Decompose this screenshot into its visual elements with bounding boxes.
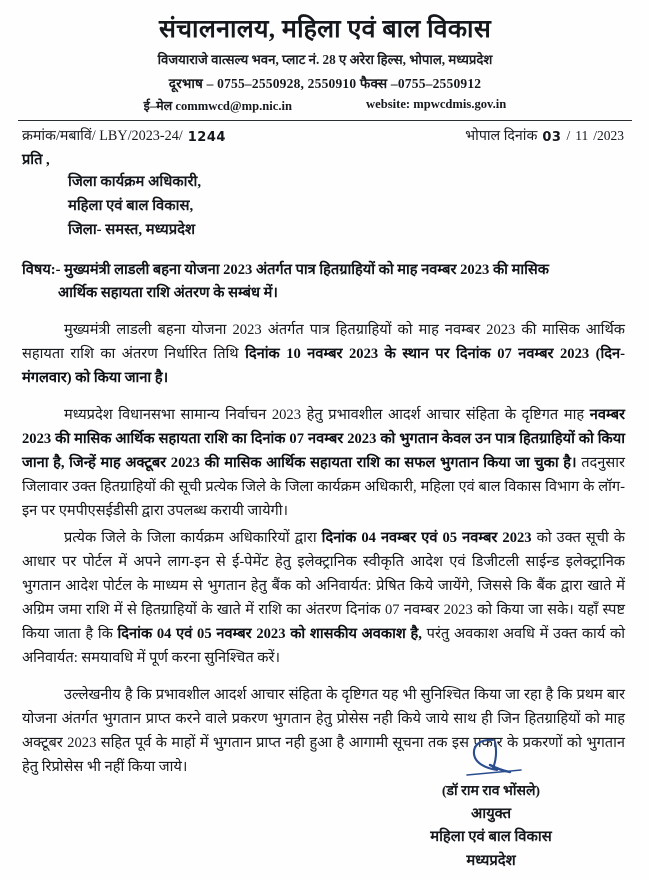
- contact-row: [0, 97, 650, 114]
- website-text: website: mpwcdmis.gov.in: [366, 96, 507, 111]
- letter-body: [0, 259, 650, 780]
- reference-row: [0, 121, 650, 145]
- organization-phone: दूरभाष – 0755–2550928, 2550910 फैक्स –0755–2550912: [168, 75, 482, 91]
- recipient-line-2: महिला एवं बाल विकास,: [68, 197, 194, 214]
- reference-number-handwritten: 1244: [187, 129, 226, 145]
- subject-text-2: आर्थिक सहायता राशि अंतरण के सम्बंध में।: [58, 285, 278, 302]
- reference-label: क्रमांक/मबाविं/ LBY/2023-24/: [22, 127, 183, 144]
- body-text: को उक्त सूची के आधार पर पोर्टल में अपने लाग-इन से ई-पेमेंट हेतु इलेक्ट्रानिक स्वीकृति आदेश एवं डिजीटली साईन्ड इलेक्ट्रानिक भुगतान आदेश पोर्टल के माध्यम से भुगतान हेतु बैंक को अनिवार्यत: प्रेषित किये जायेंगे, जिससे कि बैंक द्वारा खाते में अग्रिम जमा राशि में से हितग्राहियों के खाते में राशि का अंतरण दिनांक 07 नवम्बर 2023 को किया जा सके। यहॉं स्पष्ट किया जाता है कि: [22, 530, 626, 643]
- recipient-block: [0, 171, 650, 243]
- organization-title: संचालनालय, महिला एवं बाल विकास: [158, 16, 492, 43]
- body-text: तदनुसार जिलावार उक्त हितग्राहियों की सूची प्रत्येक जिले के जिला कार्यक्रम अधिकारी, महिला एवं बाल विकास विभाग के लॉग-इन पर एमपीएसईडीसी द्वारा उपलब्ध करायी जायेगी।: [22, 454, 625, 519]
- date-separator-1: /: [566, 127, 571, 143]
- recipient-line-3: जिला- समस्त, मध्यप्रदेश: [68, 221, 196, 238]
- letterhead: [0, 0, 650, 114]
- emphasis-text: नवम्बर 2023 की मासिक आर्थिक सहायता राशि का दिनांक 07 नवम्बर 2023 को भुगतान केवल उन पात्र हितग्राहियों को किया जाना है, जिन्हें माह अक्टूबर 2023 की मासिक आर्थिक सहायता राशि का सफल भुगतान किया जा चुका है।: [22, 406, 625, 471]
- subject-line: [22, 259, 625, 306]
- body-text: मध्यप्रदेश विधानसभा सामान्य निर्वाचन 2023 हेतु प्रभावशील आदर्श आचार संहिता के दृष्टिगत माह: [64, 406, 590, 423]
- subject-prefix: विषय:-: [22, 261, 61, 278]
- para-1: [22, 319, 625, 391]
- organization-address: विजयाराजे वात्सल्य भवन, प्लाट नं. 28 ए अरेरा हिल्स, भोपाल, मध्यप्रदेश: [157, 51, 493, 67]
- date-year: /2023: [593, 127, 624, 143]
- reference-number-group: [22, 126, 226, 145]
- signature-block: [366, 737, 616, 873]
- signatory-department: महिला एवं बाल विकास: [430, 829, 552, 846]
- place-date-label: भोपाल दिनांक: [465, 127, 538, 144]
- emphasis-text: दिनांक 04 एवं 05 नवम्बर 2023 को शासकीय अवकाश है,: [117, 626, 422, 643]
- signatory-name: (डॉ राम राव भोंसले): [441, 784, 541, 800]
- recipient-line-1: जिला कार्यक्रम अधिकारी,: [68, 173, 202, 190]
- emphasis-text: दिनांक 04 नवम्बर एवं 05 नवम्बर 2023: [321, 530, 532, 547]
- para-2: [22, 404, 625, 524]
- para-3: [22, 527, 625, 671]
- email-text: ई–मेल commwcd@mp.nic.in: [143, 98, 293, 113]
- body-text: उल्लेखनीय है कि प्रभावशील आदर्श आचार संहिता के दृष्टिगत यह भी सुनिश्चित किया जा रहा है कि प्रथम बार योजना अंतर्गत भुगतान प्राप्त करने वाले प्रकरण भुगतान हेतु प्रोसेस नही किये जाये साथ ही जिन हितग्राहियों को माह अक्टूबर 2023 सहित पूर्व के माहों में भुगतान प्राप्त नही हुआ है आगामी सूचना तक इस प्रकार के प्रकरणों को भुगतान हेतु रिप्रोसेस भी नहीं किया जाये।: [22, 687, 625, 775]
- to-label: प्रति ,: [22, 151, 50, 168]
- emphasis-text: दिनांक 10 नवम्बर 2023 के स्थान पर दिनांक 07 नवम्बर 2023 (दिन-मंगलवार) को किया जाना है।: [22, 346, 625, 386]
- paragraph-list: [22, 319, 625, 780]
- place-date-group: [465, 126, 624, 145]
- body-text: मुख्यमंत्री लाडली बहना योजना 2023 अंतर्गत पात्र हितग्राहियों को माह नवम्बर 2023 की मासिक आर्थिक सहायता राशि का अंतरण निर्धारित तिथि: [22, 322, 625, 363]
- body-text: परंतु अवकाश अवधि में उक्त कार्य को अनिवार्यत: समयावधि में पूर्ण करना सुनिश्चित करें।: [22, 626, 626, 667]
- date-day-handwritten: 03: [542, 129, 562, 145]
- body-text: प्रत्येक जिले के जिला कार्यक्रम अधिकारियों द्वारा: [64, 530, 322, 547]
- signatory-state: मध्यप्रदेश: [466, 852, 516, 869]
- subject-text-1: मुख्यमंत्री लाडली बहना योजना 2023 अंतर्गत पात्र हितग्राहियों को माह नवम्बर 2023 की मासिक: [64, 261, 549, 278]
- date-month: 11: [575, 127, 589, 143]
- signatory-designation: आयुक्त: [470, 805, 512, 822]
- signature-scribble: [366, 737, 616, 781]
